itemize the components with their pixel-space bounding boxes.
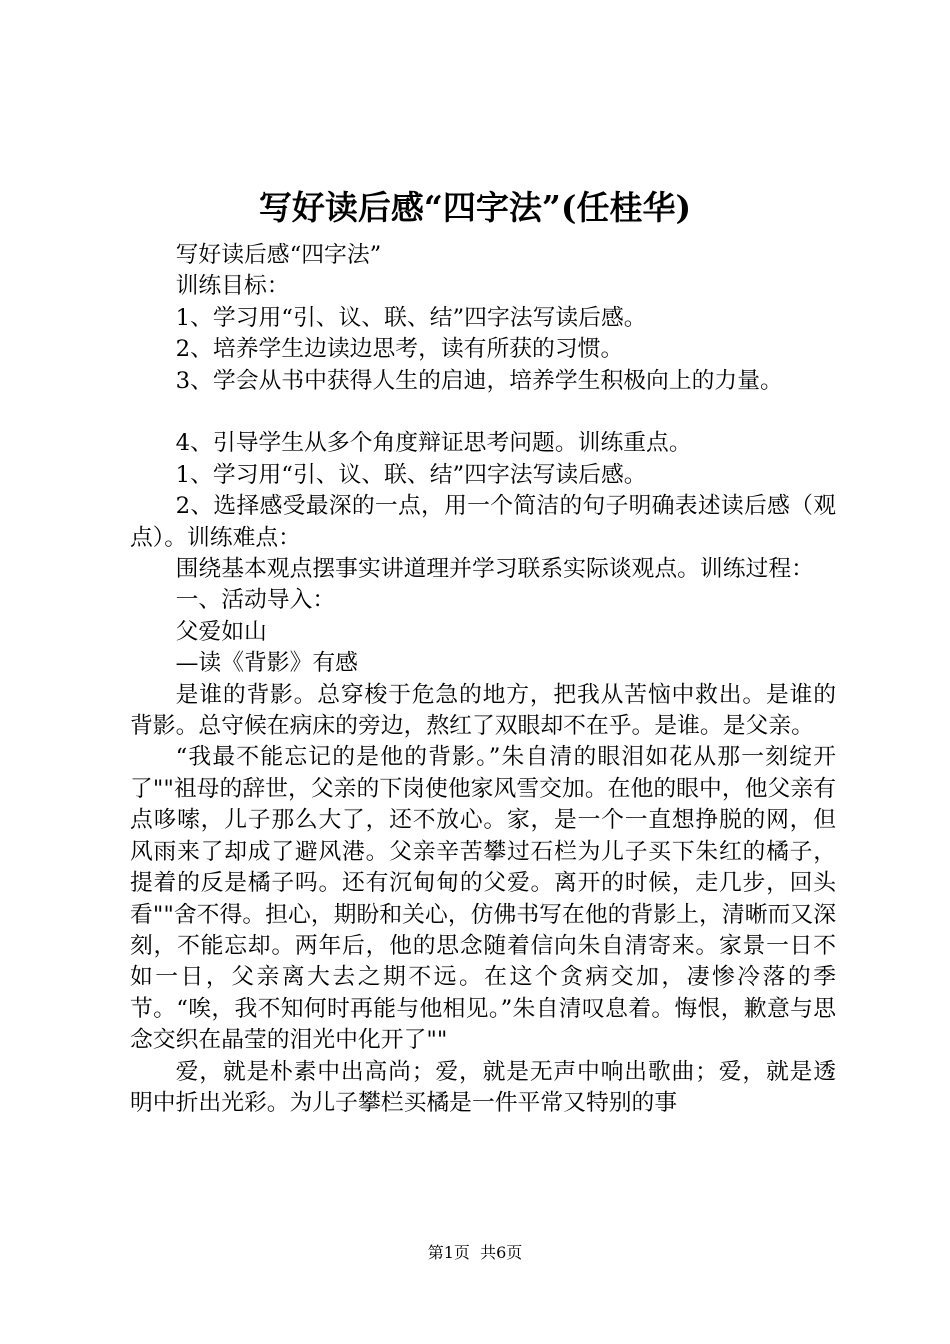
paragraph-essay-title: 父爱如山 xyxy=(175,618,267,645)
document-body xyxy=(130,240,836,1119)
paragraph-focus-2: 2、选择感受最深的一点，用一个简洁的句子明确表述读后感（观点）。训练难点： xyxy=(130,493,836,551)
paragraph-difficulty: 围绕基本观点摆事实讲道理并学习联系实际谈观点。训练过程： xyxy=(175,556,814,583)
paragraph-essay-3: 爱，就是朴素中出高尚；爱，就是无声中响出歌曲；爱，就是透明中折出光彩。为儿子攀栏买橘是一件平常又特别的事 xyxy=(130,1058,836,1116)
document-title: 写好读后感“四字法”(任桂华) xyxy=(258,188,692,227)
paragraph-activity-heading: 一、活动导入： xyxy=(175,587,336,614)
paragraph-essay-1: 是谁的背影。总穿梭于危急的地方，把我从苦恼中救出。是谁的背影。总守候在病床的旁边，熬红了双眼却不在乎。是谁。是父亲。 xyxy=(130,681,836,740)
paragraph-goals-heading: 训练目标： xyxy=(175,273,290,300)
paragraph-focus-1: 1、学习用“引、议、联、结”四字法写读后感。 xyxy=(175,461,647,488)
paragraph-essay-subtitle: —读《背影》有感 xyxy=(175,650,358,677)
paragraph-subtitle: 写好读后感“四字法” xyxy=(175,242,382,268)
paragraph-essay-2: “我最不能忘记的是他的背影。”朱自清的眼泪如花从那一刻绽开了""祖母的辞世，父亲的下岗使他家风雪交加。在他的眼中，他父亲有点哆嗦，儿子那么大了，还不放心。家，是一个一直想挣脱的网，但风雨来了却成了避风港。父亲辛苦攀过石栏为儿子买下朱红的橘子，提着的反是橘子吗。还有沉甸甸的父爱。离开的时候，走几步，回头看""舍不得。担心，期盼和关心，仿佛书写在他的背影上，清晰而又深刻，不能忘却。两年后，他的思念随着信向朱自清寄来。家景一日不如一日，父亲离大去之期不远。在这个贪病交加，凄惨冷落的季节。“唉，我不知何时再能与他相见。”朱自清叹息着。悔恨，歉意与思念交织在晶莹的泪光中化开了"" xyxy=(130,744,836,1054)
paragraph-spacer xyxy=(130,397,836,428)
paragraph-goal-1: 1、学习用“引、议、联、结”四字法写读后感。 xyxy=(175,304,647,331)
paragraph-goal-3: 3、学会从书中获得人生的启迪，培养学生积极向上的力量。 xyxy=(175,367,783,394)
paragraph-goal-2: 2、培养学生边读边思考，读有所获的习惯。 xyxy=(175,336,624,363)
page-footer: 第1页 共6页 xyxy=(427,1243,523,1262)
paragraph-goal-4: 4、引导学生从多个角度辩证思考问题。训练重点。 xyxy=(175,430,692,457)
